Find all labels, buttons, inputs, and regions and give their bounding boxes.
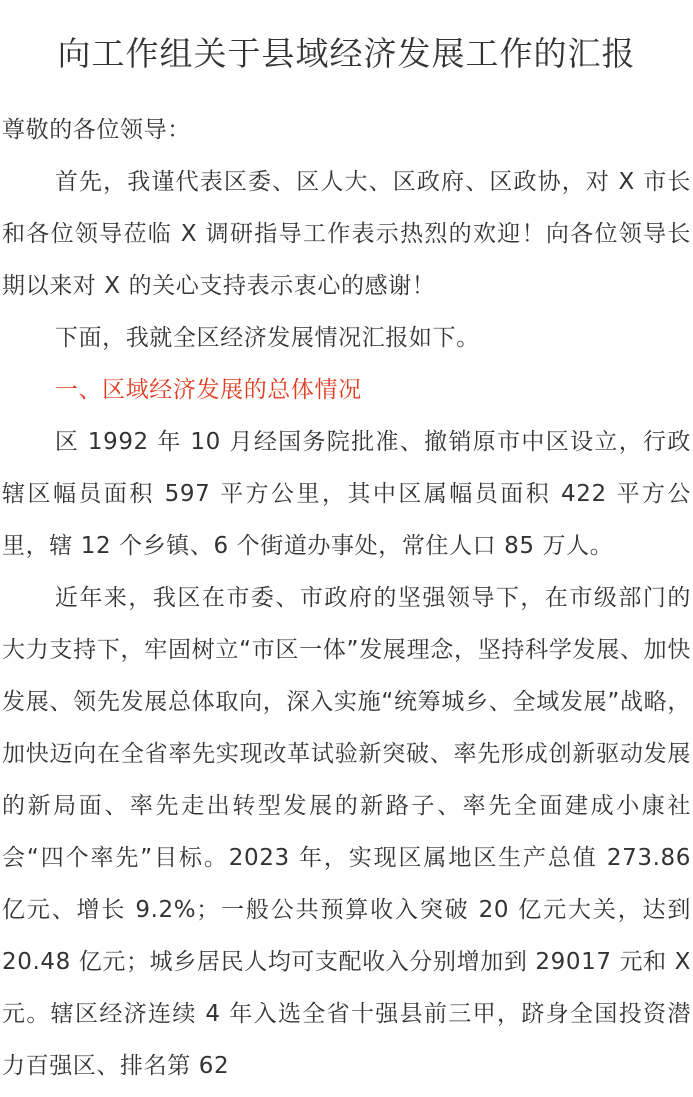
paragraph-intro: 下面，我就全区经济发展情况汇报如下。 xyxy=(54,325,480,351)
section-heading: 一、区域经济发展的总体情况 xyxy=(54,377,362,403)
paragraph-welcome: 首先，我谨代表区委、区人大、区政府、区政协，对 X 市长和各位领导莅临 X 调研指导工作表示热烈的欢迎！向各位领导长期以来对 X 的关心支持表示衷心的感谢！ xyxy=(2,169,691,299)
document-body xyxy=(2,104,691,1092)
document-title: 向工作组关于县域经济发展工作的汇报 xyxy=(57,34,636,73)
salutation: 尊敬的各位领导： xyxy=(2,117,191,143)
paragraph-overview: 区 1992 年 10 月经国务院批准、撤销原市中区设立，行政辖区幅员面积 597 平方公里，其中区属幅员面积 422 平方公里，辖 12 个乡镇、6 个街道办事处，常住人口 85 万人。 xyxy=(2,429,691,559)
paragraph-development: 近年来，我区在市委、市政府的坚强领导下，在市级部门的大力支持下，牢固树立“市区一体”发展理念，坚持科学发展、加快发展、领先发展总体取向，深入实施“统筹城乡、全域发展”战略，加快迈向在全省率先实现改革试验新突破、率先形成创新驱动发展的新局面、率先走出转型发展的新路子、率先全面建成小康社会“四个率先”目标。2023 年，实现区属地区生产总值 273.86 亿元、增长 9.2%；一般公共预算收入突破 20 亿元大关，达到 20.48 亿元；城乡居民人均可支配收入分别增加到 29017 元和 X 元。辖区经济连续 4 年入选全省十强县前三甲，跻身全国投资潜力百强区、排名第 62 xyxy=(2,585,691,1079)
